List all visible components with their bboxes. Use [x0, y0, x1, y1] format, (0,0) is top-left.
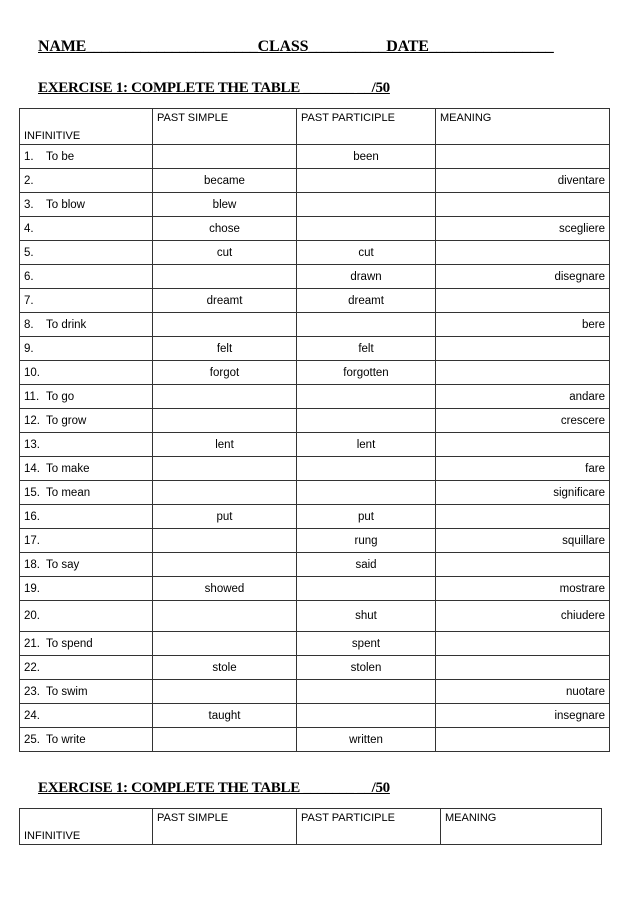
column-header-infinitive: INFINITIVE — [20, 809, 153, 845]
meaning-cell[interactable] — [436, 433, 610, 457]
table-row — [20, 193, 610, 217]
meaning-cell[interactable] — [436, 361, 610, 385]
column-header-past-simple: PAST SIMPLE — [153, 809, 297, 845]
meaning-cell[interactable]: andare — [436, 385, 610, 409]
infinitive-cell[interactable] — [20, 656, 153, 680]
infinitive-cell[interactable] — [20, 385, 153, 409]
past-participle-cell[interactable]: felt — [297, 337, 436, 361]
row-number: 3. — [24, 198, 34, 211]
infinitive-text: To write — [46, 733, 86, 746]
past-simple-cell[interactable]: became — [153, 169, 297, 193]
infinitive-cell[interactable] — [20, 193, 153, 217]
row-number: 5. — [24, 246, 34, 259]
past-participle-cell[interactable] — [297, 680, 436, 704]
row-number: 22. — [24, 661, 40, 674]
table-row — [20, 337, 610, 361]
past-participle-cell[interactable] — [297, 385, 436, 409]
infinitive-text: To say — [46, 558, 80, 571]
meaning-cell[interactable] — [436, 553, 610, 577]
past-simple-cell[interactable] — [153, 632, 297, 656]
row-number: 12. — [24, 414, 40, 427]
column-header-meaning: MEANING — [441, 809, 602, 845]
past-simple-cell[interactable] — [153, 728, 297, 752]
infinitive-cell[interactable] — [20, 553, 153, 577]
past-simple-cell[interactable] — [153, 265, 297, 289]
row-number: 18. — [24, 558, 40, 571]
table-row — [20, 505, 610, 529]
table-row — [20, 680, 610, 704]
past-participle-cell[interactable] — [297, 481, 436, 505]
row-number: 7. — [24, 294, 34, 307]
infinitive-cell[interactable] — [20, 577, 153, 601]
infinitive-cell[interactable] — [20, 217, 153, 241]
past-simple-cell[interactable] — [153, 601, 297, 632]
table-row — [20, 632, 610, 656]
infinitive-text: To grow — [46, 414, 87, 427]
table-row — [20, 217, 610, 241]
meaning-cell[interactable] — [436, 632, 610, 656]
verb-table-2 — [19, 808, 602, 845]
infinitive-cell[interactable] — [20, 529, 153, 553]
column-header-past-simple: PAST SIMPLE — [153, 109, 297, 145]
row-number: 20. — [24, 610, 40, 622]
past-simple-cell[interactable] — [153, 313, 297, 337]
past-simple-cell[interactable] — [153, 680, 297, 704]
meaning-cell[interactable] — [436, 656, 610, 680]
table-row — [20, 169, 610, 193]
table-row — [20, 457, 610, 481]
table-header-row — [20, 109, 610, 145]
row-number: 2. — [24, 174, 34, 187]
row-number: 4. — [24, 222, 34, 235]
meaning-cell[interactable]: squillare — [436, 529, 610, 553]
meaning-cell[interactable] — [436, 193, 610, 217]
infinitive-cell[interactable] — [20, 505, 153, 529]
meaning-cell[interactable]: scegliere — [436, 217, 610, 241]
table-row — [20, 289, 610, 313]
past-participle-cell[interactable]: spent — [297, 632, 436, 656]
column-header-infinitive: INFINITIVE — [20, 109, 153, 145]
meaning-cell[interactable]: fare — [436, 457, 610, 481]
row-number: 21. — [24, 637, 40, 650]
table-row — [20, 265, 610, 289]
past-participle-cell[interactable]: cut — [297, 241, 436, 265]
infinitive-text: To be — [46, 150, 75, 163]
table-row — [20, 433, 610, 457]
row-number: 6. — [24, 270, 34, 283]
past-simple-cell[interactable]: put — [153, 505, 297, 529]
infinitive-cell[interactable] — [20, 145, 153, 169]
past-simple-cell[interactable]: lent — [153, 433, 297, 457]
exercise-2-title: EXERCISE 1: COMPLETE THE TABLE _______ __/50 — [38, 780, 390, 796]
row-number: 9. — [24, 342, 34, 355]
meaning-cell[interactable] — [436, 241, 610, 265]
infinitive-cell[interactable] — [20, 289, 153, 313]
infinitive-cell[interactable] — [20, 337, 153, 361]
meaning-cell[interactable] — [436, 289, 610, 313]
past-participle-cell[interactable] — [297, 193, 436, 217]
past-participle-cell[interactable]: said — [297, 553, 436, 577]
meaning-cell[interactable] — [436, 145, 610, 169]
past-participle-cell[interactable]: put — [297, 505, 436, 529]
table-row — [20, 728, 610, 752]
infinitive-cell[interactable] — [20, 632, 153, 656]
meaning-cell[interactable]: crescere — [436, 409, 610, 433]
past-participle-cell[interactable]: written — [297, 728, 436, 752]
table-2-header-row — [20, 809, 602, 845]
past-participle-cell[interactable] — [297, 457, 436, 481]
row-number: 19. — [24, 582, 40, 595]
past-simple-cell[interactable] — [153, 145, 297, 169]
infinitive-cell[interactable] — [20, 169, 153, 193]
infinitive-cell[interactable] — [20, 265, 153, 289]
meaning-cell[interactable]: chiudere — [436, 601, 610, 632]
meaning-cell[interactable] — [436, 337, 610, 361]
past-participle-cell[interactable] — [297, 577, 436, 601]
student-info-header: NAME______________________CLASS__________DATE________________ — [38, 38, 554, 55]
row-number: 15. — [24, 486, 40, 499]
past-participle-cell[interactable]: stolen — [297, 656, 436, 680]
past-simple-cell[interactable] — [153, 553, 297, 577]
past-participle-cell[interactable] — [297, 313, 436, 337]
meaning-cell[interactable]: nuotare — [436, 680, 610, 704]
past-simple-cell[interactable] — [153, 457, 297, 481]
meaning-cell[interactable]: bere — [436, 313, 610, 337]
table-row — [20, 577, 610, 601]
infinitive-cell[interactable] — [20, 433, 153, 457]
table-row — [20, 704, 610, 728]
row-number: 11. — [24, 390, 40, 403]
meaning-cell[interactable] — [436, 505, 610, 529]
infinitive-cell[interactable] — [20, 481, 153, 505]
past-participle-cell[interactable] — [297, 704, 436, 728]
past-participle-cell[interactable] — [297, 409, 436, 433]
table-row — [20, 145, 610, 169]
infinitive-cell[interactable] — [20, 601, 153, 632]
infinitive-cell[interactable] — [20, 457, 153, 481]
past-participle-cell[interactable]: forgotten — [297, 361, 436, 385]
infinitive-cell[interactable] — [20, 361, 153, 385]
past-participle-cell[interactable]: drawn — [297, 265, 436, 289]
meaning-cell[interactable]: significare — [436, 481, 610, 505]
table-row — [20, 385, 610, 409]
past-simple-cell[interactable]: forgot — [153, 361, 297, 385]
row-number: 23. — [24, 685, 40, 698]
past-participle-cell[interactable]: dreamt — [297, 289, 436, 313]
table-row — [20, 656, 610, 680]
past-simple-cell[interactable]: blew — [153, 193, 297, 217]
infinitive-cell[interactable] — [20, 704, 153, 728]
row-number: 1. — [24, 150, 34, 163]
meaning-cell[interactable]: mostrare — [436, 577, 610, 601]
infinitive-cell[interactable] — [20, 313, 153, 337]
past-simple-cell[interactable] — [153, 529, 297, 553]
column-header-meaning: MEANING — [436, 109, 610, 145]
infinitive-text: To make — [46, 462, 90, 475]
row-number: 10. — [24, 366, 40, 379]
past-simple-cell[interactable]: dreamt — [153, 289, 297, 313]
past-simple-cell[interactable] — [153, 409, 297, 433]
past-simple-cell[interactable]: taught — [153, 704, 297, 728]
past-participle-cell[interactable]: rung — [297, 529, 436, 553]
table-row — [20, 529, 610, 553]
past-participle-cell[interactable] — [297, 217, 436, 241]
infinitive-cell[interactable] — [20, 728, 153, 752]
meaning-cell[interactable]: disegnare — [436, 265, 610, 289]
verb-table — [19, 108, 610, 752]
past-simple-cell[interactable] — [153, 385, 297, 409]
column-header-past-participle: PAST PARTICIPLE — [297, 809, 441, 845]
past-simple-cell[interactable] — [153, 481, 297, 505]
meaning-cell[interactable]: diventare — [436, 169, 610, 193]
table-row — [20, 313, 610, 337]
infinitive-text: To blow — [46, 198, 85, 211]
infinitive-text: To swim — [46, 685, 88, 698]
infinitive-text: To mean — [46, 486, 91, 499]
past-simple-cell[interactable]: cut — [153, 241, 297, 265]
table-row — [20, 553, 610, 577]
past-simple-cell[interactable]: chose — [153, 217, 297, 241]
past-simple-cell[interactable]: showed — [153, 577, 297, 601]
past-participle-cell[interactable]: lent — [297, 433, 436, 457]
row-number: 17. — [24, 534, 40, 547]
infinitive-text: To spend — [46, 637, 93, 650]
infinitive-cell[interactable] — [20, 680, 153, 704]
row-number: 16. — [24, 510, 40, 523]
column-header-past-participle: PAST PARTICIPLE — [297, 109, 436, 145]
past-simple-cell[interactable]: stole — [153, 656, 297, 680]
table-row — [20, 481, 610, 505]
table-row — [20, 361, 610, 385]
row-number: 13. — [24, 438, 40, 451]
past-participle-cell[interactable]: been — [297, 145, 436, 169]
meaning-cell[interactable]: insegnare — [436, 704, 610, 728]
past-participle-cell[interactable]: shut — [297, 601, 436, 632]
infinitive-text: To drink — [46, 318, 87, 331]
row-number: 14. — [24, 462, 40, 475]
past-simple-cell[interactable]: felt — [153, 337, 297, 361]
infinitive-cell[interactable] — [20, 241, 153, 265]
meaning-cell[interactable] — [436, 728, 610, 752]
table-row — [20, 241, 610, 265]
table-row — [20, 601, 610, 632]
past-participle-cell[interactable] — [297, 169, 436, 193]
table-row — [20, 409, 610, 433]
exercise-1-title: EXERCISE 1: COMPLETE THE TABLE _______ __/50 — [38, 80, 390, 96]
infinitive-cell[interactable] — [20, 409, 153, 433]
row-number: 24. — [24, 709, 40, 722]
row-number: 8. — [24, 318, 34, 331]
row-number: 25. — [24, 733, 40, 746]
infinitive-text: To go — [46, 390, 75, 403]
